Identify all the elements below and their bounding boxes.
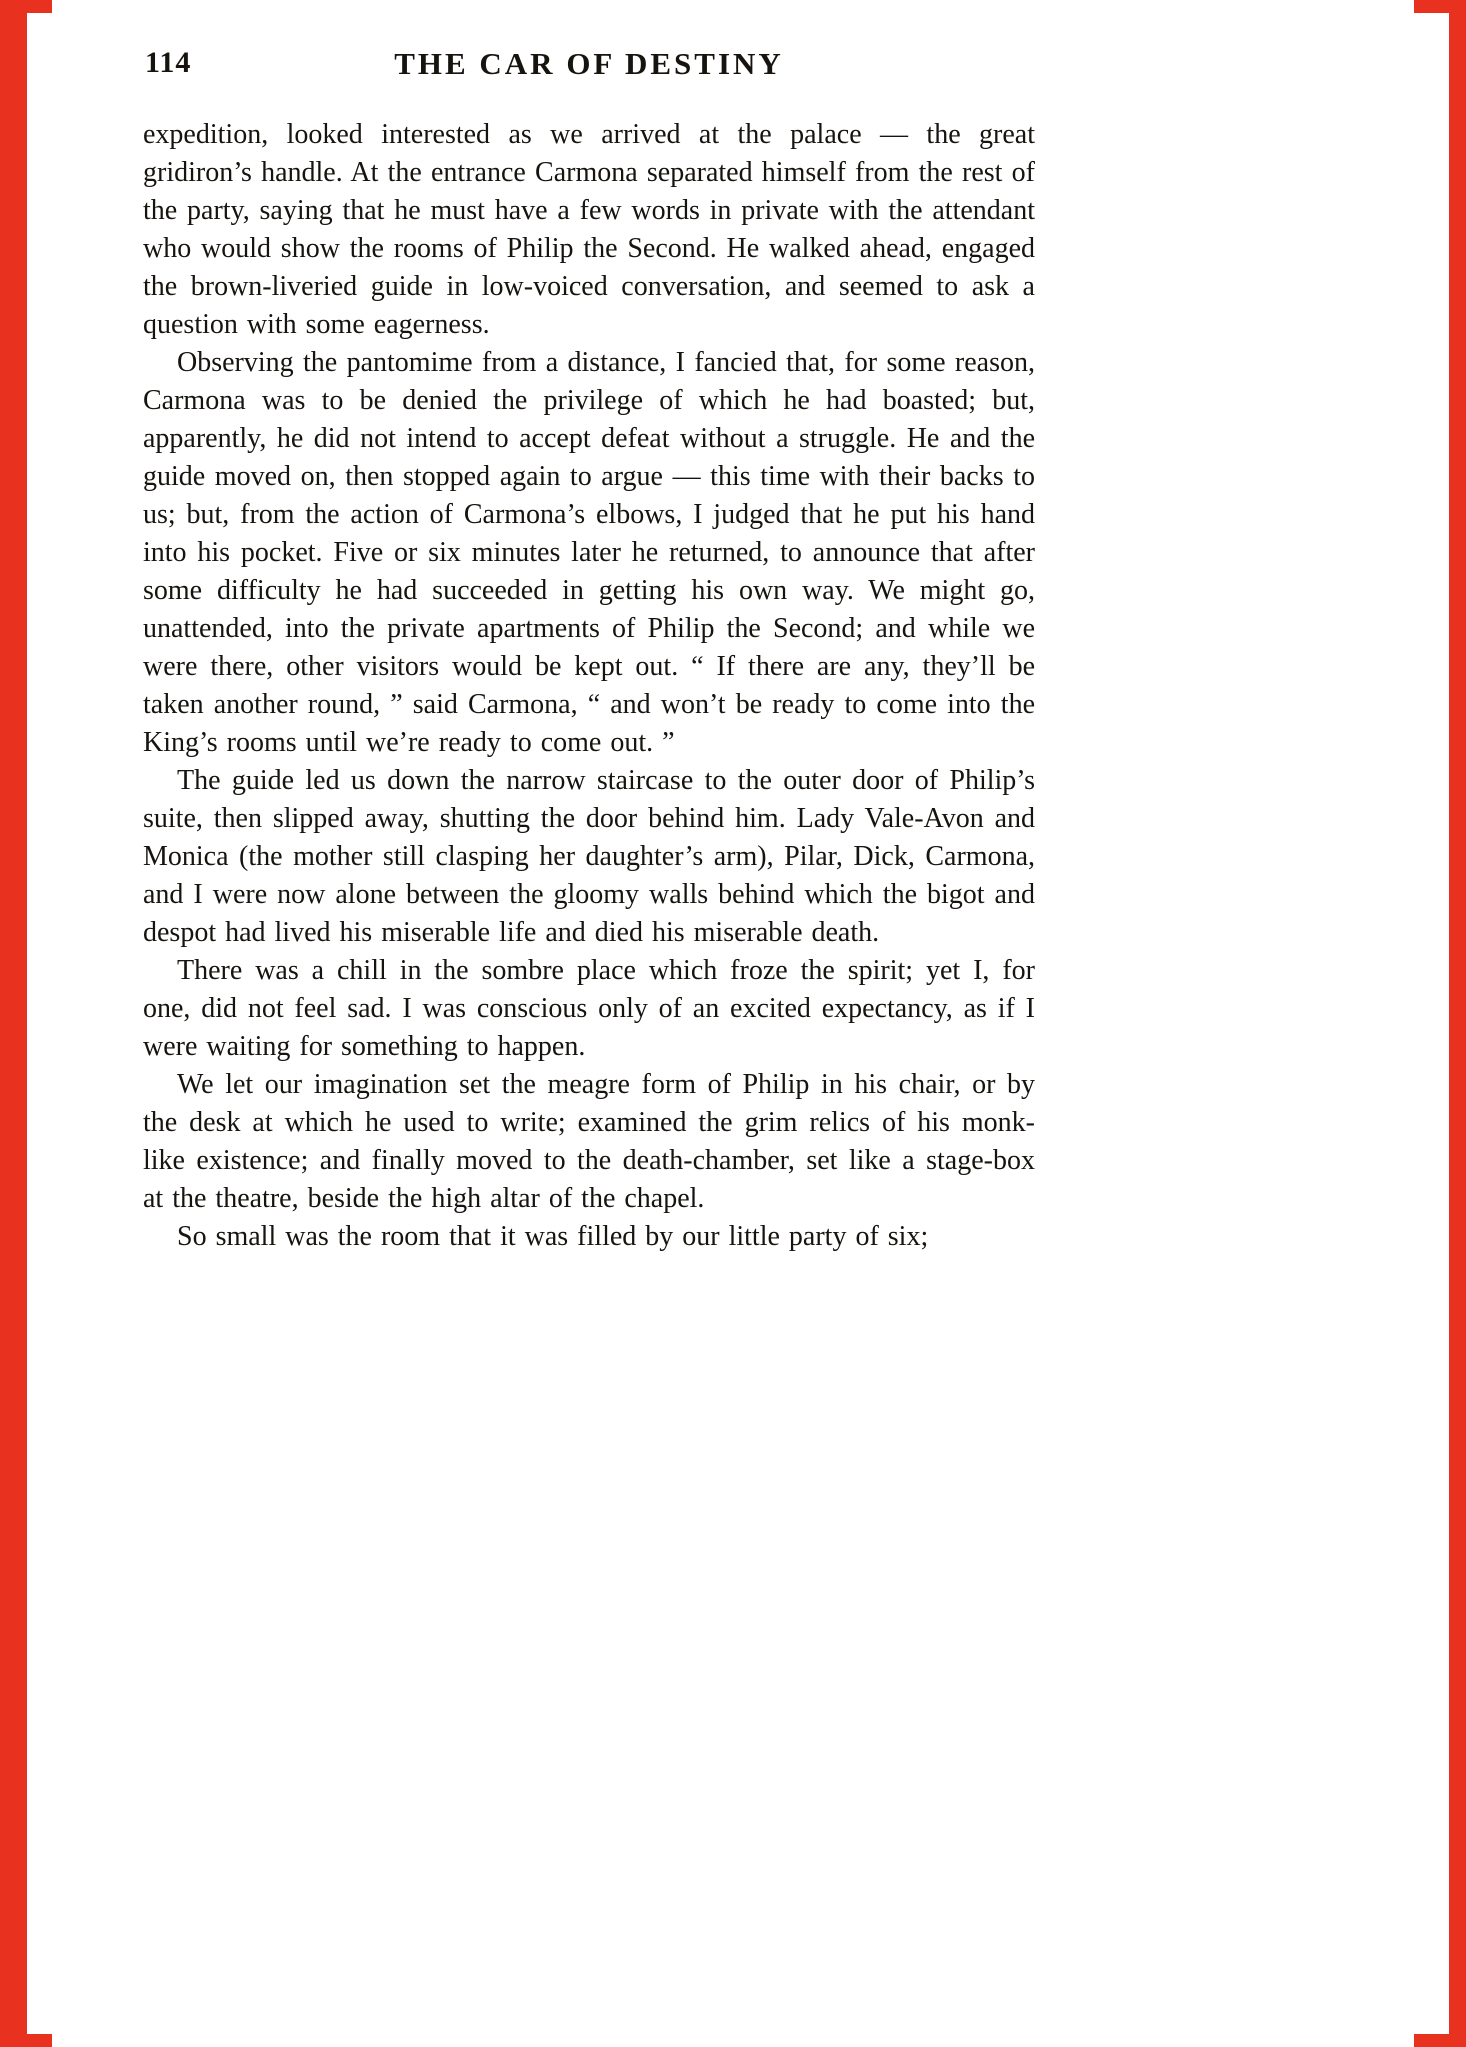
paragraph-3: The guide led us down the narrow staircase to the outer door of Philip’s suite, then slipped away, shutting the door behind him. Lady Vale-Avon and Monica (the mother still clasping her daughter’s arm), Pilar, Dick, Carmona, and I were now alone between the gloomy walls behind which the bigot and despot had lived his miserable life and died his miserable death. — [143, 765, 1035, 948]
page-number: 114 — [145, 46, 192, 79]
running-title: THE CAR OF DESTINY — [394, 46, 784, 81]
page-content — [143, 46, 1035, 1256]
paragraph-1: expedition, looked interested as we arrived at the palace — the great gridiron’s handle. At the entrance Carmona separated himself from the rest of the party, saying that he must have a few words in private with the attendant who would show the rooms of Philip the Second. He walked ahead, engaged the brown-liveried guide in low-voiced conversation, and seemed to ask a question with some eagerness. — [143, 119, 1035, 340]
scan-red-edge-right — [1449, 0, 1466, 2047]
scan-red-edge-left — [0, 0, 27, 2047]
scan-red-corner-top-left — [0, 0, 52, 13]
body-text — [143, 116, 1035, 1256]
paragraph-6: So small was the room that it was filled by our little party of six; — [177, 1221, 929, 1252]
running-head — [143, 46, 1035, 90]
paragraph-5: We let our imagination set the meagre form of Philip in his chair, or by the desk at which he used to write; examined the grim relics of his monk-like existence; and finally moved to the death-chamber, set like a stage-box at the theatre, beside the high altar of the chapel. — [143, 1069, 1035, 1214]
paragraph-2: Observing the pantomime from a distance, I fancied that, for some reason, Carmona was to be denied the privilege of which he had boasted; but, apparently, he did not intend to accept defeat without a struggle. He and the guide moved on, then stopped again to argue — this time with their backs to us; but, from the action of Carmona’s elbows, I judged that he put his hand into his pocket. Five or six minutes later he returned, to announce that after some difficulty he had succeeded in getting his own way. We might go, unattended, into the private apartments of Philip the Second; and while we were there, other visitors would be kept out. “ If there are any, they’ll be taken another round, ” said Carmona, “ and won’t be ready to come into the King’s rooms until we’re ready to come out. ” — [143, 347, 1035, 758]
scan-red-corner-bottom-right — [1414, 2034, 1466, 2047]
paragraph-4: There was a chill in the sombre place which froze the spirit; yet I, for one, did not feel sad. I was conscious only of an excited expectancy, as if I were waiting for something to happen. — [143, 955, 1035, 1062]
scan-red-corner-bottom-left — [0, 2034, 52, 2047]
scan-red-corner-top-right — [1414, 0, 1466, 13]
